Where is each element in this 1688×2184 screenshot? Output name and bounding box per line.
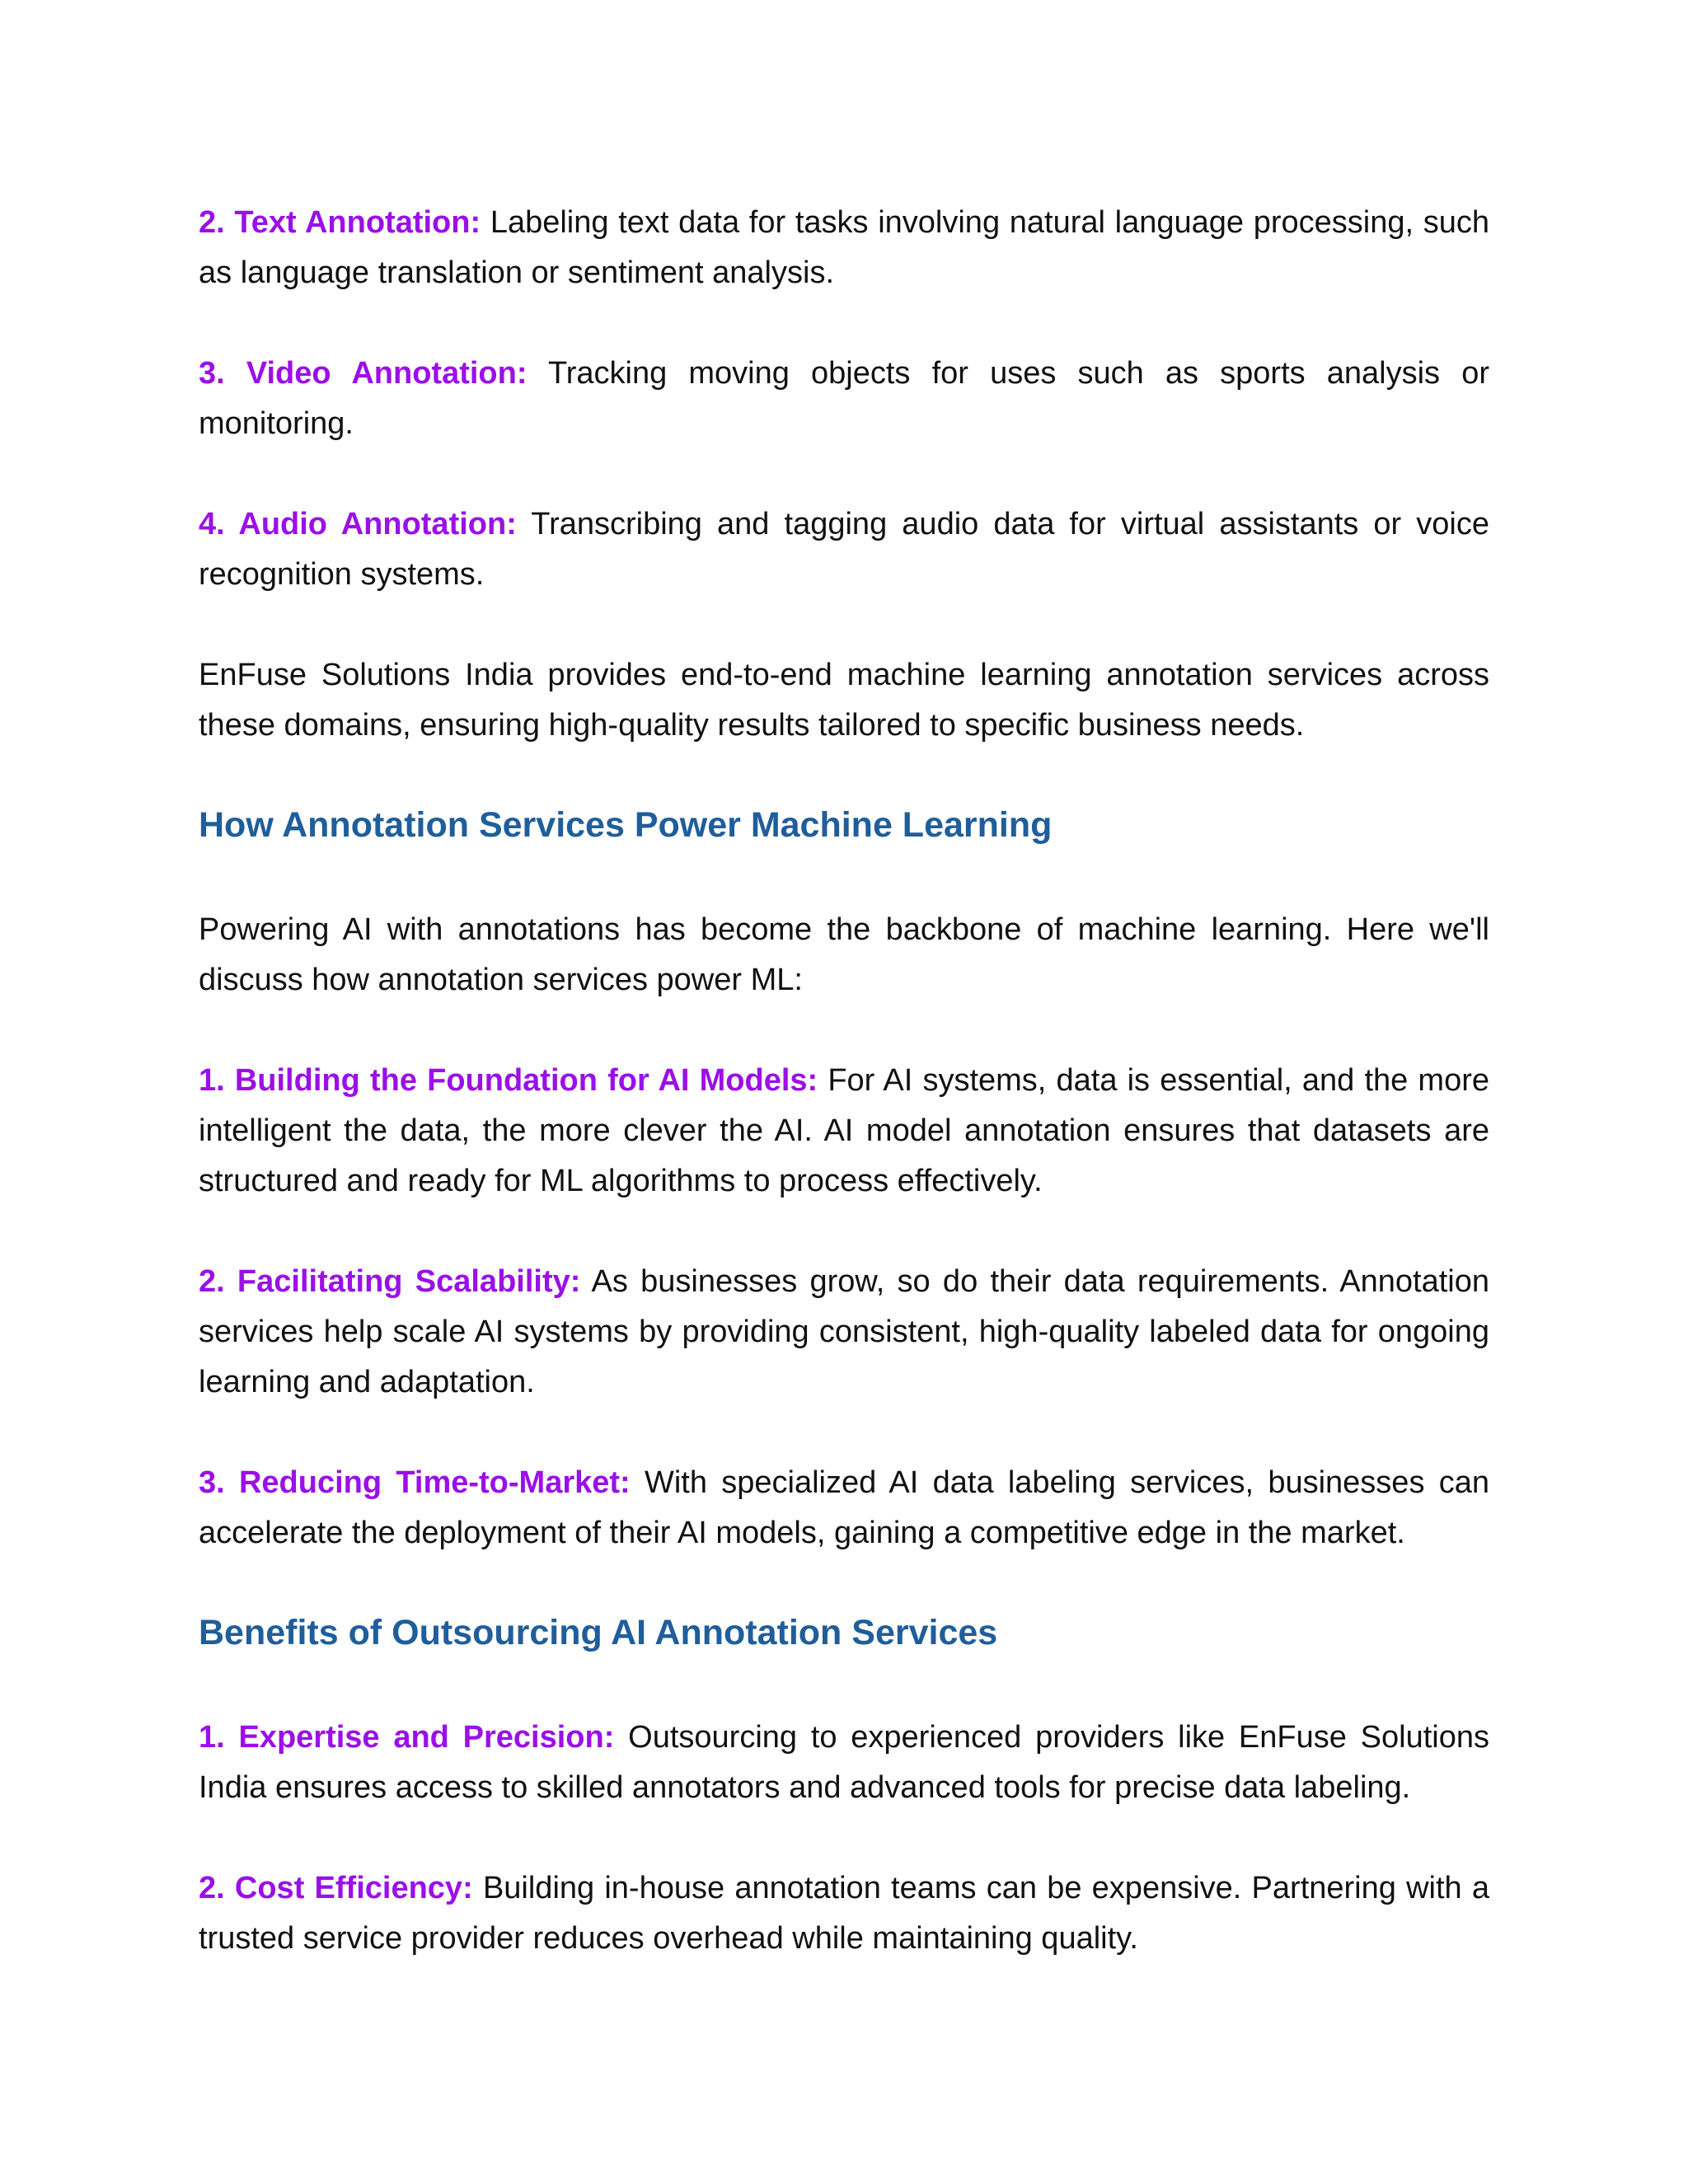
video-annotation-item	[199, 349, 1489, 449]
summary-paragraph: EnFuse Solutions India provides end-to-end machine learning annotation services across these domains, ensuring high-quality results tailored to specific business needs.	[199, 658, 1489, 743]
item-text: Labeling text data for tasks involving natural language processing, such as language translation or sentiment analysis.	[199, 205, 1489, 290]
item-text: For AI systems, data is essential, and the more intelligent the data, the more clever the AI. AI model annotation ensures that datasets are structured and ready for ML algorithms to process effectively.	[199, 1063, 1489, 1198]
section-heading-ml: How Annotation Services Power Machine Learning	[199, 805, 1053, 845]
item-lead: 2. Facilitating Scalability:	[199, 1264, 581, 1299]
item-text: Transcribing and tagging audio data for virtual assistants or voice recognition systems.	[199, 507, 1489, 592]
item-lead: 1. Building the Foundation for AI Models:	[199, 1063, 818, 1098]
item-lead: 2. Cost Efficiency:	[199, 1871, 473, 1905]
item-lead: 4. Audio Annotation:	[199, 507, 517, 541]
scalability-item	[199, 1257, 1489, 1408]
item-text: With specialized AI data labeling services, businesses can accelerate the deployment of their AI models, gaining a competitive edge in the market.	[199, 1465, 1489, 1550]
section-intro: Powering AI with annotations has become the backbone of machine learning. Here we'll discuss how annotation services power ML:	[199, 912, 1489, 997]
item-lead: 3. Reducing Time-to-Market:	[199, 1465, 631, 1500]
item-text: Outsourcing to experienced providers like EnFuse Solutions India ensures access to skilled annotators and advanced tools for precise data labeling.	[199, 1720, 1489, 1805]
expertise-item	[199, 1713, 1489, 1813]
section-heading-benefits: Benefits of Outsourcing AI Annotation Services	[199, 1613, 998, 1652]
item-lead: 3. Video Annotation:	[199, 356, 528, 391]
time-to-market-item	[199, 1458, 1489, 1558]
cost-efficiency-item	[199, 1863, 1489, 1964]
foundation-item	[199, 1056, 1489, 1207]
item-text: Tracking moving objects for uses such as sports analysis or monitoring.	[199, 356, 1489, 441]
item-text: As businesses grow, so do their data requirements. Annotation services help scale AI systems by providing consistent, high-quality labeled data for ongoing learning and adaptation.	[199, 1264, 1489, 1399]
text-annotation-item	[199, 198, 1489, 298]
item-text: Building in-house annotation teams can be expensive. Partnering with a trusted service provider reduces overhead while maintaining quality.	[199, 1871, 1490, 1956]
item-lead: 1. Expertise and Precision:	[199, 1720, 615, 1755]
audio-annotation-item	[199, 499, 1489, 600]
document-page	[199, 198, 1489, 1964]
item-lead: 2. Text Annotation:	[199, 205, 481, 240]
